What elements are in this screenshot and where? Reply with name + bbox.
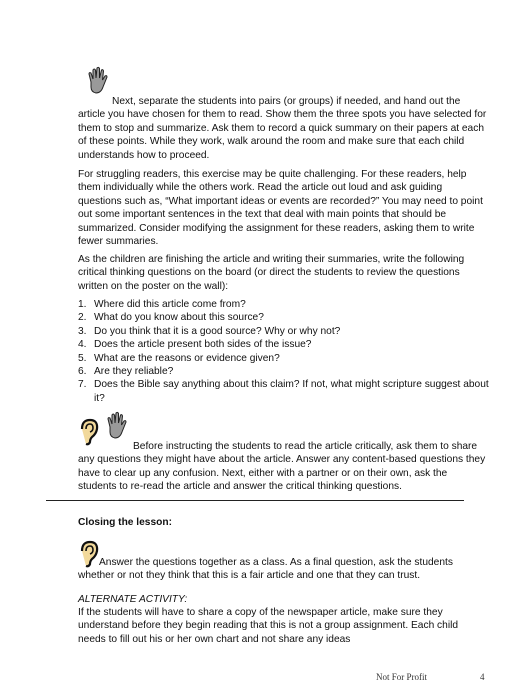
list-number: 3. <box>78 325 87 337</box>
list-number: 1. <box>78 299 87 310</box>
list-text: Do you think that it is a good source? Why or why not? <box>94 325 341 337</box>
closing-paragraph: Answer the questions together as a class. As a final question, ask the students whether or not they think that this is a fair article and one that they can trust. <box>78 557 453 582</box>
critical-thinking-questions <box>78 298 498 405</box>
list-number: 7. <box>78 379 87 391</box>
section-divider <box>46 500 464 501</box>
list-item <box>78 365 498 378</box>
alternate-activity-paragraph: If the students will have to share a copy of the newspaper article, make sure they understand before they begin reading that this is not a group assignment. Each child needs to fill out his or her own chart and not share any ideas <box>78 607 459 645</box>
closing-heading: Closing the lesson: <box>78 517 172 528</box>
list-item <box>78 338 498 351</box>
list-text: Where did this article come from? <box>94 299 246 310</box>
list-item <box>78 298 498 311</box>
list-item <box>78 311 498 324</box>
list-number: 5. <box>78 352 87 364</box>
questions-intro-paragraph: As the children are finishing the article and writing their summaries, write the following critical thinking questions on the board (or direct the students to review the questions written on the poster on the wall): <box>78 254 465 292</box>
page-number: 4 <box>480 672 485 682</box>
footer-text: Not For Profit <box>376 672 428 682</box>
list-number: 4. <box>78 339 87 351</box>
list-text: Are they reliable? <box>94 366 174 378</box>
list-item <box>78 378 498 405</box>
list-number: 6. <box>78 366 87 378</box>
list-text: What are the reasons or evidence given? <box>94 352 280 364</box>
list-number: 2. <box>78 312 87 324</box>
list-item <box>78 325 498 338</box>
struggling-readers-paragraph: For struggling readers, this exercise may be quite challenging. For these readers, help them individually while the others work. Read the article out loud and ask guiding questions such as, “What important ideas or events are recorded?” You may need to point out some important sentences in the text that deal with main points that should be summarized. Consider modifying the assignment for these readers, asking them to write fewer summaries. <box>78 169 483 248</box>
before-reading-paragraph: Before instructing the students to read the article critically, ask them to share any questions they might have about the article. Answer any content-based questions they have to clear up any confusion. Next, either with a partner or on their own, ask the students to re-read the article and answer the critical thinking questions. <box>78 441 486 493</box>
list-text: Does the Bible say anything about this claim? If not, what might scripture suggest about it? <box>94 379 489 404</box>
list-text: Does the article present both sides of the issue? <box>94 339 312 351</box>
list-text: What do you know about this source? <box>94 312 264 324</box>
alternate-activity-heading: ALTERNATE ACTIVITY: <box>78 594 188 605</box>
list-item <box>78 352 498 365</box>
intro-paragraph: Next, separate the students into pairs (or groups) if needed, and hand out the article you have chosen for them to read. Show them the three spots you have selected for them to stop and summarize. Ask them to record a quick summary on their papers at each of these points. While they work, walk around the room and make sure that each child understands how to proceed. <box>78 96 487 161</box>
